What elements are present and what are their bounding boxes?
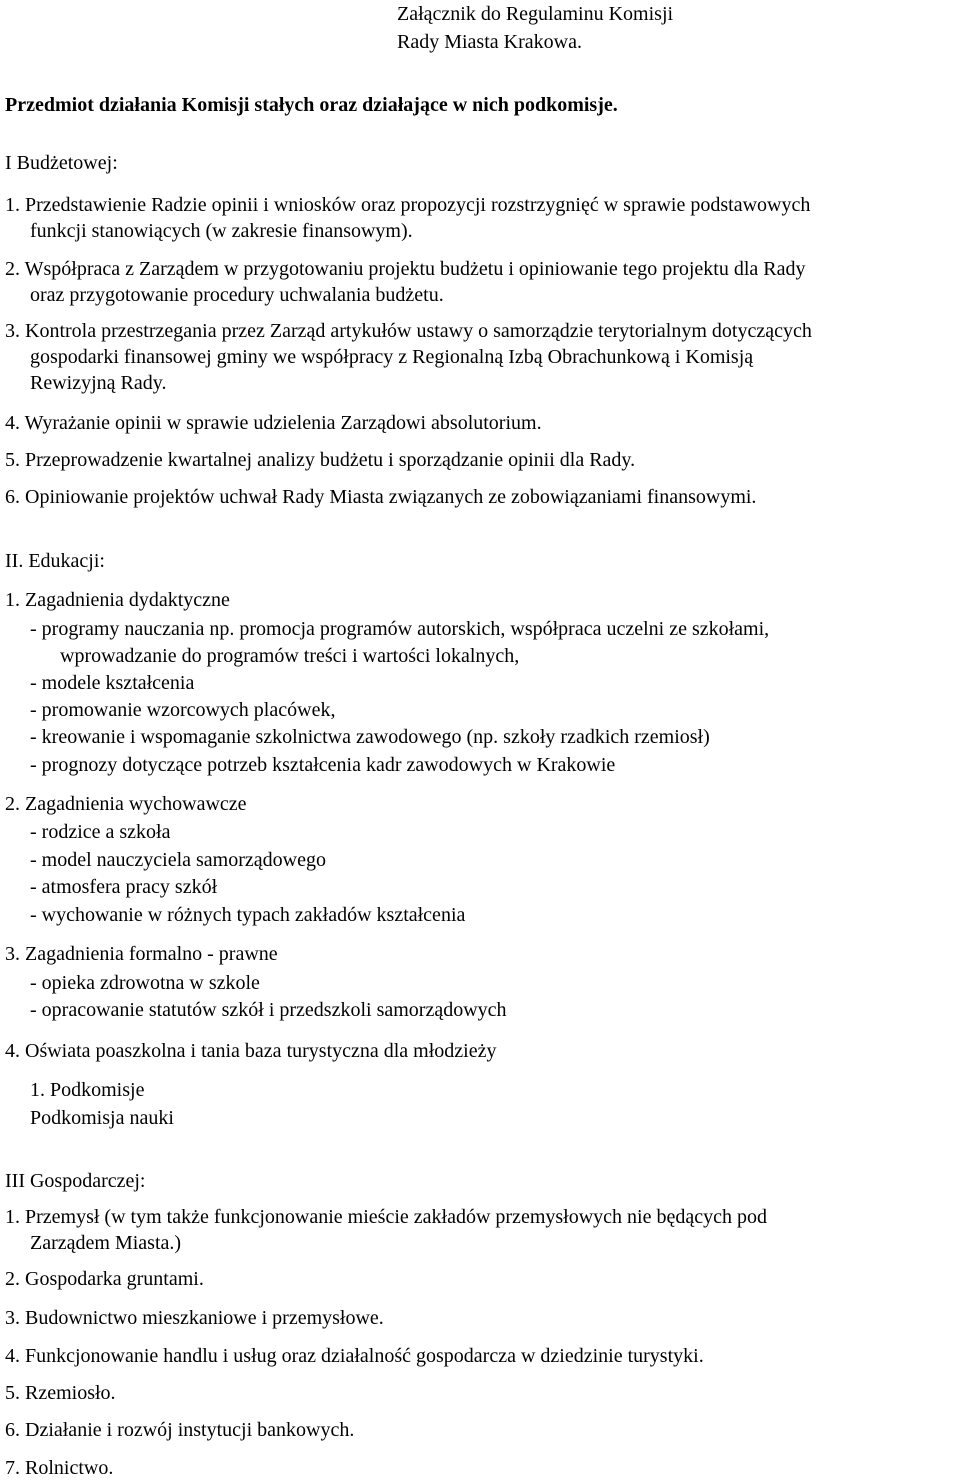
- gosp-item-3: 3. Budownictwo mieszkaniowe i przemysłowe.: [5, 1307, 384, 1329]
- edu-group-2-title: 2. Zagadnienia wychowawcze: [5, 793, 247, 815]
- edu-group-4-title: 4. Oświata poaszkolna i tania baza turystyczna dla młodzieży: [5, 1040, 497, 1062]
- budzet-item-2-line-2: oraz przygotowanie procedury uchwalania budżetu.: [30, 284, 444, 306]
- section-heading-edukacja: II. Edukacji:: [5, 550, 105, 572]
- budzet-item-1-line-2: funkcji stanowiących (w zakresie finansowym).: [30, 220, 413, 242]
- gosp-item-1-line-2: Zarządem Miasta.): [30, 1232, 182, 1254]
- section-heading-gospodarcza: III Gospodarczej:: [5, 1170, 146, 1192]
- edu-g1-item-5: - prognozy dotyczące potrzeb kształcenia kadr zawodowych w Krakowie: [30, 754, 616, 776]
- document-title: Przedmiot działania Komisji stałych oraz działające w nich podkomisje.: [5, 94, 618, 116]
- section-heading-budzetowa: I Budżetowej:: [5, 152, 118, 174]
- edu-g3-item-1: - opieka zdrowotna w szkole: [30, 972, 260, 994]
- budzet-item-5: 5. Przeprowadzenie kwartalnej analizy budżetu i sporządzanie opinii dla Rady.: [5, 449, 636, 471]
- gosp-item-4: 4. Funkcjonowanie handlu i usług oraz działalność gospodarcza w dziedzinie turystyki.: [5, 1345, 704, 1367]
- gosp-item-7: 7. Rolnictwo.: [5, 1457, 114, 1479]
- edu-g1-item-1-cont: wprowadzanie do programów treści i wartości lokalnych,: [60, 645, 520, 667]
- podkomisje-heading: 1. Podkomisje: [30, 1079, 145, 1101]
- header-line-2: Rady Miasta Krakowa.: [397, 31, 582, 53]
- budzet-item-3-line-3: Rewizyjną Rady.: [30, 372, 167, 394]
- budzet-item-6: 6. Opiniowanie projektów uchwał Rady Miasta związanych ze zobowiązaniami finansowymi.: [5, 486, 757, 508]
- budzet-item-2: [5, 256, 806, 308]
- edu-g2-item-2: - model nauczyciela samorządowego: [30, 849, 326, 871]
- gosp-item-2: 2. Gospodarka gruntami.: [5, 1268, 204, 1290]
- budzet-item-3-line-1: 3. Kontrola przestrzegania przez Zarząd artykułów ustawy o samorządzie terytorialnym dotyczących: [5, 320, 812, 342]
- budzet-item-1-line-1: 1. Przedstawienie Radzie opinii i wniosków oraz propozycji rozstrzygnięć w sprawie podstawowych: [5, 194, 811, 216]
- podkomisja-nauki: Podkomisja nauki: [30, 1107, 174, 1129]
- attachment-header: [397, 0, 673, 56]
- edu-g3-item-2: - opracowanie statutów szkół i przedszkoli samorządowych: [30, 999, 507, 1021]
- edu-g2-item-3: - atmosfera pracy szkół: [30, 876, 218, 898]
- gosp-item-1-line-1: 1. Przemysł (w tym także funkcjonowanie mieście zakładów przemysłowych nie będących pod: [5, 1206, 767, 1228]
- budzet-item-4: 4. Wyrażanie opinii w sprawie udzielenia Zarządowi absolutorium.: [5, 412, 542, 434]
- edu-g2-item-4: - wychowanie w różnych typach zakładów kształcenia: [30, 904, 466, 926]
- edu-group-3-title: 3. Zagadnienia formalno - prawne: [5, 943, 278, 965]
- gosp-item-1: [5, 1204, 767, 1256]
- budzet-item-1: [5, 192, 810, 244]
- edu-g2-item-1: - rodzice a szkoła: [30, 821, 171, 843]
- header-line-1: Załącznik do Regulaminu Komisji: [397, 3, 674, 25]
- edu-g1-item-2: - modele kształcenia: [30, 672, 195, 694]
- edu-g1-item-4: - kreowanie i wspomaganie szkolnictwa zawodowego (np. szkoły rzadkich rzemiosł): [30, 726, 710, 748]
- budzet-item-2-line-1: 2. Współpraca z Zarządem w przygotowaniu projektu budżetu i opiniowanie tego projektu dla Rady: [5, 258, 806, 280]
- budzet-item-3-line-2: gospodarki finansowej gminy we współpracy z Regionalną Izbą Obrachunkową i Komisją: [30, 346, 754, 368]
- gosp-item-6: 6. Działanie i rozwój instytucji bankowych.: [5, 1419, 355, 1441]
- gosp-item-5: 5. Rzemiosło.: [5, 1382, 116, 1404]
- budzet-item-3: [5, 318, 812, 396]
- edu-group-1-title: 1. Zagadnienia dydaktyczne: [5, 589, 230, 611]
- edu-g1-item-3: - promowanie wzorcowych placówek,: [30, 699, 336, 721]
- edu-g1-item-1: - programy nauczania np. promocja programów autorskich, współpraca uczelni ze szkołami,: [30, 618, 770, 640]
